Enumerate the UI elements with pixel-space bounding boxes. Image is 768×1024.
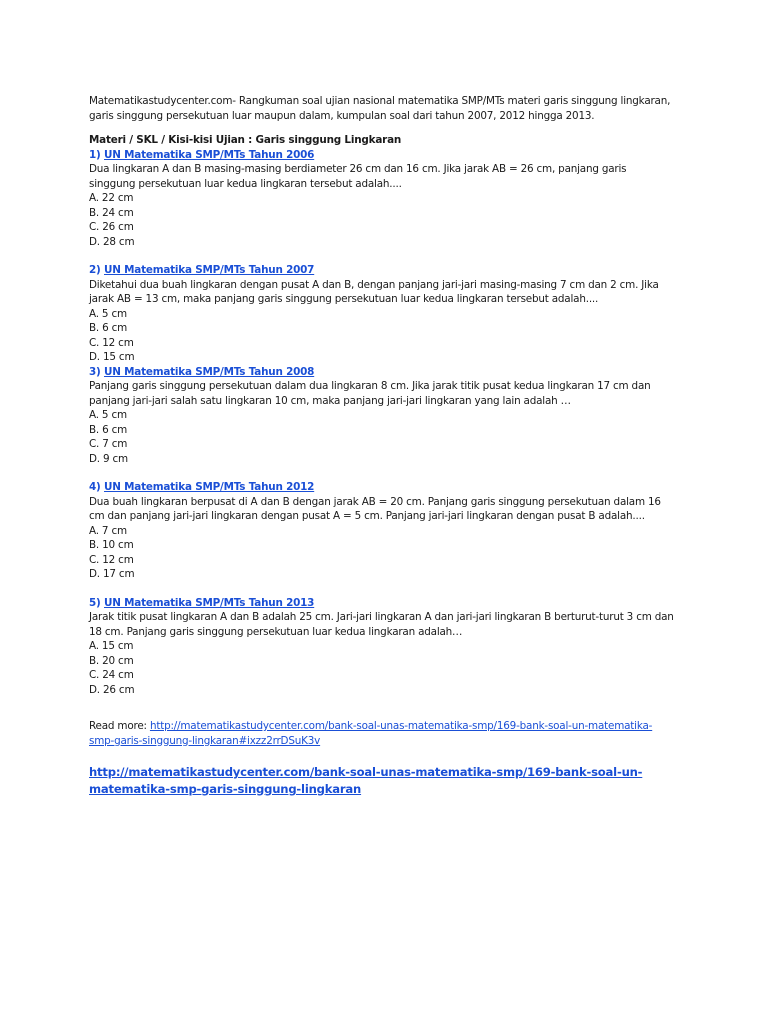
question-1 bbox=[89, 148, 674, 250]
answer-option: A. 22 cm bbox=[89, 192, 134, 204]
question-heading bbox=[89, 596, 674, 611]
answer-option: C. 7 cm bbox=[89, 438, 128, 450]
question-number: 5) bbox=[89, 596, 104, 609]
question-number: 4) bbox=[89, 481, 104, 493]
question-heading bbox=[89, 263, 674, 278]
question-number: 3) bbox=[89, 365, 104, 378]
answer-option: D. 9 cm bbox=[89, 452, 128, 465]
answer-option: A. 7 cm bbox=[89, 524, 127, 537]
question-4 bbox=[89, 480, 674, 582]
question-heading bbox=[89, 148, 674, 163]
answer-option: C. 12 cm bbox=[89, 553, 134, 566]
source-link[interactable]: http://matematikastudycenter.com/bank-soal-unas-matematika-smp/169-bank-soal-un-matematika-smp-garis-singgung-lingkaran bbox=[89, 765, 643, 796]
answer-option: B. 20 cm bbox=[89, 654, 134, 667]
spacer bbox=[89, 466, 674, 480]
answer-option: B. 6 cm bbox=[89, 322, 128, 334]
question-text: Panjang garis singgung persekutuan dalam dua lingkaran 8 cm. Jika jarak titik pusat kedua lingkaran 17 cm dan panjang jari-jari salah satu lingkaran 10 cm, maka panjang jari-jari lingkaran yang lain adalah … bbox=[89, 380, 651, 407]
question-number: 2) bbox=[89, 264, 104, 276]
question-title-link[interactable]: UN Matematika SMP/MTs Tahun 2012 bbox=[104, 481, 315, 493]
question-2 bbox=[89, 263, 674, 365]
question-text: Jarak titik pusat lingkaran A dan B adalah 25 cm. Jari-jari lingkaran A dan jari-jari lingkaran B berturut-turut 3 cm dan 18 cm. Panjang garis singgung persekutuan luar kedua lingkaran adalah… bbox=[89, 611, 674, 638]
answer-option: A. 15 cm bbox=[89, 640, 134, 652]
read-more bbox=[89, 719, 674, 748]
answer-option: C. 24 cm bbox=[89, 669, 134, 681]
question-text: Diketahui dua buah lingkaran dengan pusat A dan B, dengan panjang jari-jari masing-masing 7 cm dan 2 cm. Jika jarak AB = 13 cm, maka panjang garis singgung persekutuan luar kedua lingkaran tersebut adalah.... bbox=[89, 278, 659, 305]
document-page bbox=[89, 94, 674, 798]
answer-option: D. 28 cm bbox=[89, 235, 135, 248]
question-text: Dua lingkaran A dan B masing-masing berdiameter 26 cm dan 16 cm. Jika jarak AB = 26 cm, panjang garis singgung persekutuan luar kedua lingkaran tersebut adalah.... bbox=[89, 163, 627, 190]
question-3 bbox=[89, 365, 674, 467]
answer-option: D. 17 cm bbox=[89, 568, 135, 580]
read-more-label: Read more: bbox=[89, 720, 150, 732]
question-title-link[interactable]: UN Matematika SMP/MTs Tahun 2013 bbox=[104, 596, 315, 609]
question-heading bbox=[89, 365, 674, 380]
answer-option: C. 12 cm bbox=[89, 336, 134, 349]
spacer bbox=[89, 582, 674, 596]
answer-option: D. 26 cm bbox=[89, 683, 135, 696]
answer-option: A. 5 cm bbox=[89, 409, 127, 421]
source-link-paragraph bbox=[89, 764, 674, 798]
question-title-link[interactable]: UN Matematika SMP/MTs Tahun 2008 bbox=[104, 365, 315, 378]
answer-option: D. 15 cm bbox=[89, 351, 135, 363]
read-more-link[interactable]: http://matematikastudycenter.com/bank-soal-unas-matematika-smp/169-bank-soal-un-matematika-smp-garis-singgung-lingkaran#ixzz2rrDSuK3v bbox=[89, 720, 653, 747]
question-number: 1) bbox=[89, 148, 104, 161]
question-text: Dua buah lingkaran berpusat di A dan B dengan jarak AB = 20 cm. Panjang garis singgung persekutuan dalam 16 cm dan panjang jari-jari lingkaran dengan pusat A = 5 cm. Panjang jari-jari lingkaran dengan pusat B adalah.... bbox=[89, 495, 661, 522]
question-5 bbox=[89, 596, 674, 698]
answer-option: B. 10 cm bbox=[89, 539, 134, 551]
answer-option: B. 24 cm bbox=[89, 206, 134, 219]
intro-paragraph: Matematikastudycenter.com- Rangkuman soal ujian nasional matematika SMP/MTs materi garis singgung lingkaran, garis singgung persekutuan luar maupun dalam, kumpulan soal dari tahun 2007, 2012 hingga 2013. bbox=[89, 95, 671, 122]
question-heading bbox=[89, 480, 674, 495]
answer-option: B. 6 cm bbox=[89, 423, 128, 436]
spacer bbox=[89, 249, 674, 263]
question-title-link[interactable]: UN Matematika SMP/MTs Tahun 2007 bbox=[104, 264, 315, 276]
answer-option: A. 5 cm bbox=[89, 307, 127, 320]
answer-option: C. 26 cm bbox=[89, 221, 134, 233]
question-title-link[interactable]: UN Matematika SMP/MTs Tahun 2006 bbox=[104, 148, 315, 161]
materi-heading: Materi / SKL / Kisi-kisi Ujian : Garis singgung Lingkaran bbox=[89, 134, 402, 146]
